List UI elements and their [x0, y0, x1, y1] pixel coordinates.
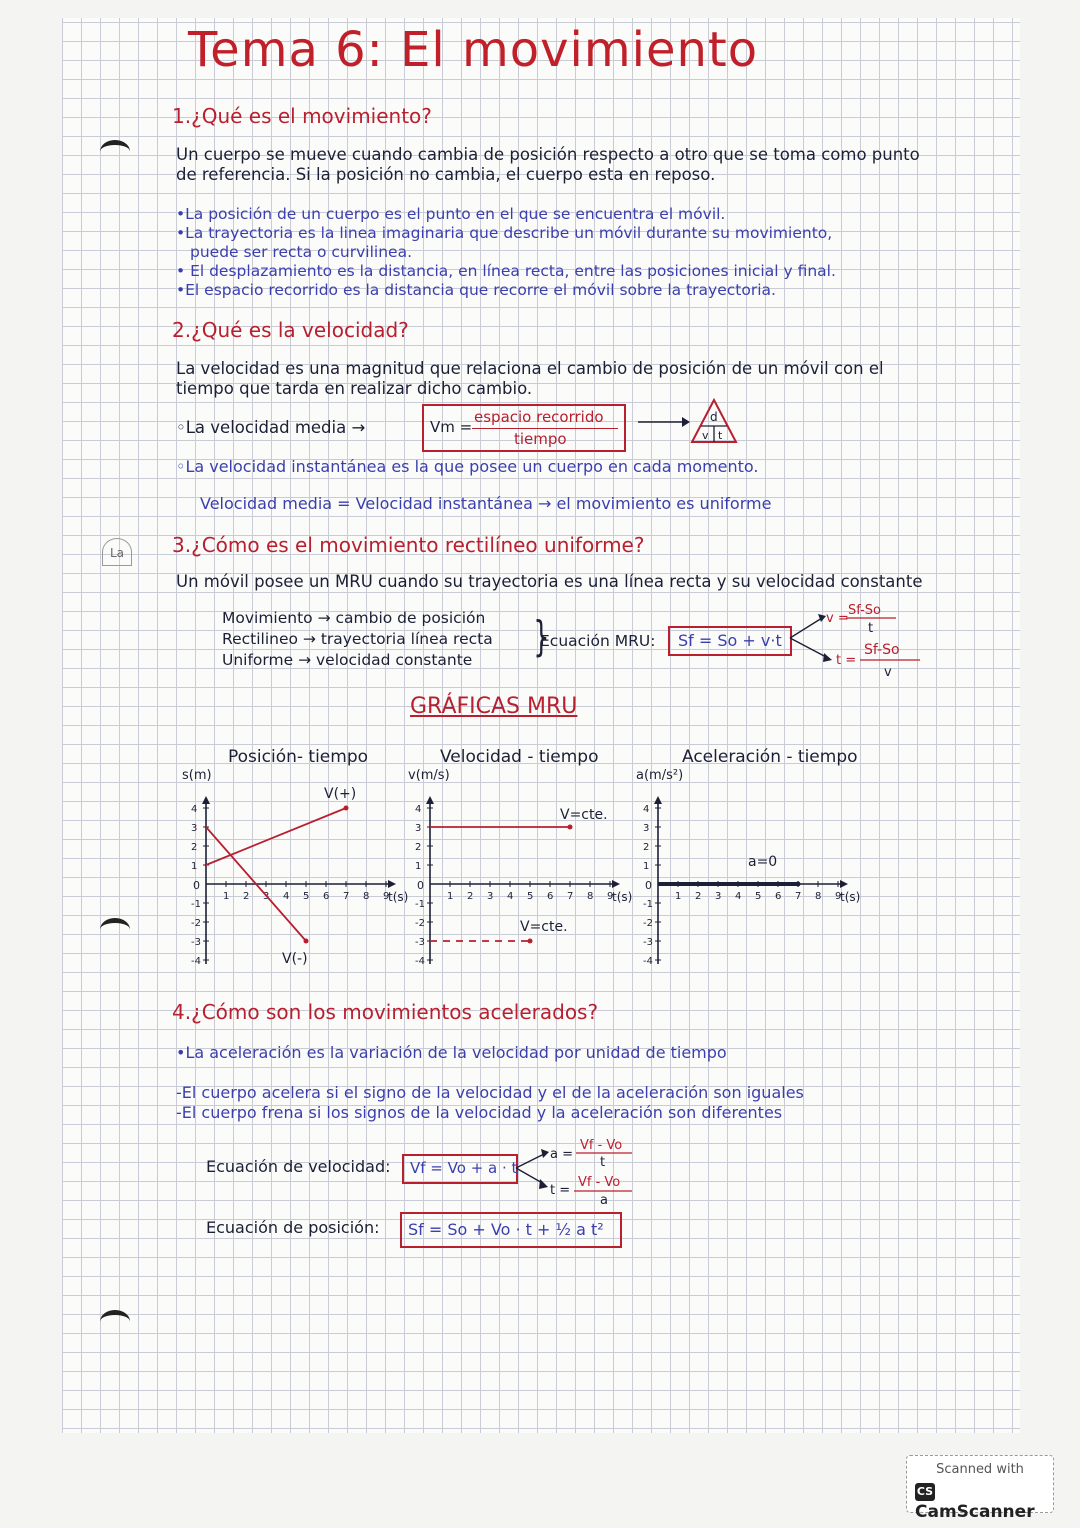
y-axis-arrow	[426, 796, 434, 804]
y-tick-label: -1	[191, 899, 201, 910]
x-axis-label: t(s)	[388, 890, 409, 904]
x-tick-label: 4	[283, 891, 290, 902]
x-tick-label: 9	[835, 891, 842, 902]
graph-position-time	[188, 782, 410, 974]
x-tick-label: 5	[303, 891, 310, 902]
speed-triangle-diagram	[636, 396, 746, 446]
section-2-text-1: La velocidad es una magnitud que relaciona el cambio de posición de un móvil con el	[176, 359, 884, 378]
graph-velocity-time	[412, 782, 634, 974]
graph-acceleration-time	[640, 782, 862, 974]
vm-denominator: tiempo	[514, 430, 567, 448]
series-label: V(+)	[324, 786, 357, 802]
y-tick-label: 3	[191, 823, 198, 834]
y-tick-label: -4	[191, 956, 201, 967]
v-formula-num: Sf-So	[848, 603, 882, 618]
x-tick-label: 5	[755, 891, 762, 902]
series-endpoint	[344, 806, 349, 811]
y-tick-label: 2	[643, 842, 650, 853]
x-tick-label: 1	[447, 891, 454, 902]
position-equation: Sf = So + Vo · t + ½ a t²	[408, 1220, 604, 1239]
graph-3-title: Aceleración - tiempo	[682, 747, 858, 767]
x-tick-label: 3	[487, 891, 494, 902]
graph-1-title: Posición- tiempo	[228, 747, 369, 767]
x-tick-label: 2	[467, 891, 474, 902]
y-tick-label: -3	[191, 937, 201, 948]
graphs-heading: GRÁFICAS MRU	[410, 694, 578, 719]
side-note: La	[102, 538, 132, 566]
x-tick-label: 9	[607, 891, 614, 902]
velocity-equation: Vf = Vo + a · t	[410, 1159, 518, 1177]
y-tick-label: 3	[643, 823, 650, 834]
graph-1-ylabel: s(m)	[182, 768, 212, 783]
a-formula-den: t	[600, 1155, 606, 1170]
arrow-head	[682, 417, 690, 427]
series-endpoint	[304, 939, 309, 944]
series-line	[206, 808, 346, 865]
v-formula-den: t	[868, 621, 874, 636]
x-tick-label: 2	[243, 891, 250, 902]
mru-derivation-arrows	[788, 596, 928, 680]
x-tick-label: 6	[323, 891, 330, 902]
t2-formula-den: a	[600, 1193, 608, 1208]
section-2-heading: 2.¿Qué es la velocidad?	[172, 318, 409, 342]
section-3-text: Un móvil posee un MRU cuando su trayectoria es una línea recta y su velocidad constante	[176, 572, 923, 591]
x-tick-label: 8	[587, 891, 594, 902]
position-equation-label: Ecuación de posición:	[206, 1218, 380, 1237]
y-tick-label: -1	[415, 899, 425, 910]
x-axis-label: t(s)	[840, 890, 861, 904]
y-axis-arrow	[654, 796, 662, 804]
a-formula-lhs: a =	[550, 1147, 573, 1162]
y-tick-label: 2	[415, 842, 422, 853]
y-tick-label: -2	[191, 918, 201, 929]
velocity-equation-box	[402, 1154, 518, 1184]
bullet-displacement: • El desplazamiento es la distancia, en línea recta, entre las posiciones inicial y final.	[176, 262, 836, 280]
x-tick-label: 5	[527, 891, 534, 902]
t-formula-num: Sf-So	[864, 642, 900, 658]
scanner-brand: CamScanner	[915, 1502, 1035, 1522]
t2-formula-lhs: t =	[550, 1183, 571, 1198]
triangle-d: d	[710, 410, 718, 424]
arrow-head	[541, 1149, 549, 1158]
arrow-head	[823, 653, 832, 662]
camscanner-badge	[906, 1455, 1054, 1522]
y-tick-label: 1	[643, 861, 650, 872]
x-tick-label: 6	[547, 891, 554, 902]
binder-hole	[100, 140, 130, 163]
section-1-text-2: de referencia. Si la posición no cambia, el cuerpo esta en reposo.	[176, 165, 716, 184]
x-axis-arrow	[388, 880, 396, 888]
x-tick-label: 2	[695, 891, 702, 902]
x-tick-label: 8	[815, 891, 822, 902]
y-tick-label: -3	[415, 937, 425, 948]
y-tick-label: -4	[415, 956, 425, 967]
mru-line-rectilineo: Rectilineo → trayectoria línea recta	[222, 630, 493, 648]
bullet-acceleration: •La aceleración es la variación de la velocidad por unidad de tiempo	[176, 1043, 727, 1062]
y-tick-label: 3	[415, 823, 422, 834]
mru-equation: Sf = So + v·t	[678, 631, 782, 650]
y-tick-label: -3	[643, 937, 653, 948]
position-equation-box	[400, 1212, 622, 1248]
v-formula-lhs: v =	[826, 611, 849, 626]
y-tick-label: 1	[191, 861, 198, 872]
camscanner-logo-icon: CS	[915, 1483, 935, 1501]
section-1-text-1: Un cuerpo se mueve cuando cambia de posición respecto a otro que se toma como punto	[176, 145, 920, 164]
y-tick-label: 4	[191, 804, 198, 815]
arrow-head	[539, 1179, 548, 1189]
bullet-instant-speed: ◦La velocidad instantánea es la que posee un cuerpo en cada momento.	[176, 457, 759, 476]
series-label: V(-)	[282, 951, 308, 967]
x-axis-arrow	[612, 880, 620, 888]
x-tick-label: 3	[715, 891, 722, 902]
velocity-equation-label: Ecuación de velocidad:	[206, 1157, 391, 1176]
x-tick-label: 3	[263, 891, 270, 902]
arrow-down	[790, 638, 828, 658]
vm-numerator: espacio recorrido	[474, 408, 604, 426]
y-tick-label: 0	[193, 879, 200, 892]
mru-line-movimiento: Movimiento → cambio de posición	[222, 609, 486, 627]
series-endpoint	[796, 882, 801, 887]
scanner-line-2	[915, 1482, 1053, 1522]
section-4-heading: 4.¿Cómo son los movimientos acelerados?	[172, 1000, 599, 1024]
t-formula-lhs: t =	[836, 653, 857, 668]
bullet-position: •La posición de un cuerpo es el punto en el que se encuentra el móvil.	[176, 205, 726, 223]
mru-equation-label: Ecuación MRU:	[540, 632, 656, 650]
binder-hole	[100, 1310, 130, 1333]
x-tick-label: 6	[775, 891, 782, 902]
mru-equation-box	[668, 626, 792, 656]
x-tick-label: 4	[735, 891, 742, 902]
section-3-heading: 3.¿Cómo es el movimiento rectilíneo uniforme?	[172, 533, 645, 557]
x-tick-label: 8	[363, 891, 370, 902]
dash-brakes: -El cuerpo frena si los signos de la velocidad y la aceleración son diferentes	[176, 1103, 783, 1122]
y-tick-label: 1	[415, 861, 422, 872]
dash-accelerates: -El cuerpo acelera si el signo de la velocidad y el de la aceleración son iguales	[176, 1083, 804, 1102]
series-label: V=cte.	[560, 807, 608, 823]
series-endpoint	[528, 939, 533, 944]
y-tick-label: 0	[645, 879, 652, 892]
t-formula-den: v	[884, 665, 892, 680]
y-tick-label: -4	[643, 956, 653, 967]
vm-fraction-bar	[472, 428, 618, 429]
x-axis-label: t(s)	[612, 890, 633, 904]
uniform-motion-note: Velocidad media = Velocidad instantánea → el movimiento es uniforme	[200, 494, 772, 513]
arrow-head	[818, 614, 826, 622]
a-formula-num: Vf - Vo	[580, 1138, 623, 1153]
bullet-trajectory-cont: puede ser recta o curvilinea.	[190, 243, 413, 261]
x-tick-label: 7	[567, 891, 574, 902]
page-title: Tema 6: El movimiento	[188, 22, 759, 78]
arrow-up	[790, 618, 822, 638]
section-2-text-2: tiempo que tarda en realizar dicho cambio.	[176, 379, 533, 398]
bullet-trajectory: •La trayectoria es la linea imaginaria que describe un móvil durante su movimiento,	[176, 224, 833, 242]
average-speed-formula-box	[422, 404, 626, 452]
bullet-average-speed: ◦La velocidad media →	[176, 418, 366, 437]
series-label: V=cte.	[520, 919, 568, 935]
y-tick-label: 2	[191, 842, 198, 853]
x-axis-arrow	[840, 880, 848, 888]
graph-2-ylabel: v(m/s)	[408, 768, 450, 783]
x-tick-label: 4	[507, 891, 514, 902]
series-endpoint	[568, 825, 573, 830]
y-tick-label: -2	[415, 918, 425, 929]
graph-2-title: Velocidad - tiempo	[440, 747, 599, 767]
x-tick-label: 1	[675, 891, 682, 902]
x-tick-label: 9	[383, 891, 390, 902]
scanner-line-1: Scanned with	[936, 1462, 1024, 1477]
arrow-up	[516, 1154, 544, 1168]
y-tick-label: 0	[417, 879, 424, 892]
y-tick-label: -1	[643, 899, 653, 910]
graph-3-ylabel: a(m/s²)	[636, 768, 684, 783]
x-tick-label: 1	[223, 891, 230, 902]
t2-formula-num: Vf - Vo	[578, 1175, 621, 1190]
y-tick-label: -2	[643, 918, 653, 929]
section-1-heading: 1.¿Qué es el movimiento?	[172, 104, 432, 128]
binder-hole	[100, 918, 130, 941]
y-tick-label: 4	[415, 804, 422, 815]
triangle-t: t	[718, 429, 723, 442]
series-label: a=0	[748, 854, 778, 870]
y-axis-arrow	[202, 796, 210, 804]
bullet-distance: •El espacio recorrido es la distancia que recorre el móvil sobre la trayectoria.	[176, 281, 776, 299]
y-tick-label: 4	[643, 804, 650, 815]
acceleration-derivation-arrows	[514, 1132, 644, 1208]
x-tick-label: 7	[795, 891, 802, 902]
x-tick-label: 7	[343, 891, 350, 902]
curly-brace: }	[533, 612, 550, 661]
vm-label: Vm =	[430, 418, 473, 436]
mru-line-uniforme: Uniforme → velocidad constante	[222, 651, 473, 669]
triangle-v: v	[702, 429, 709, 442]
